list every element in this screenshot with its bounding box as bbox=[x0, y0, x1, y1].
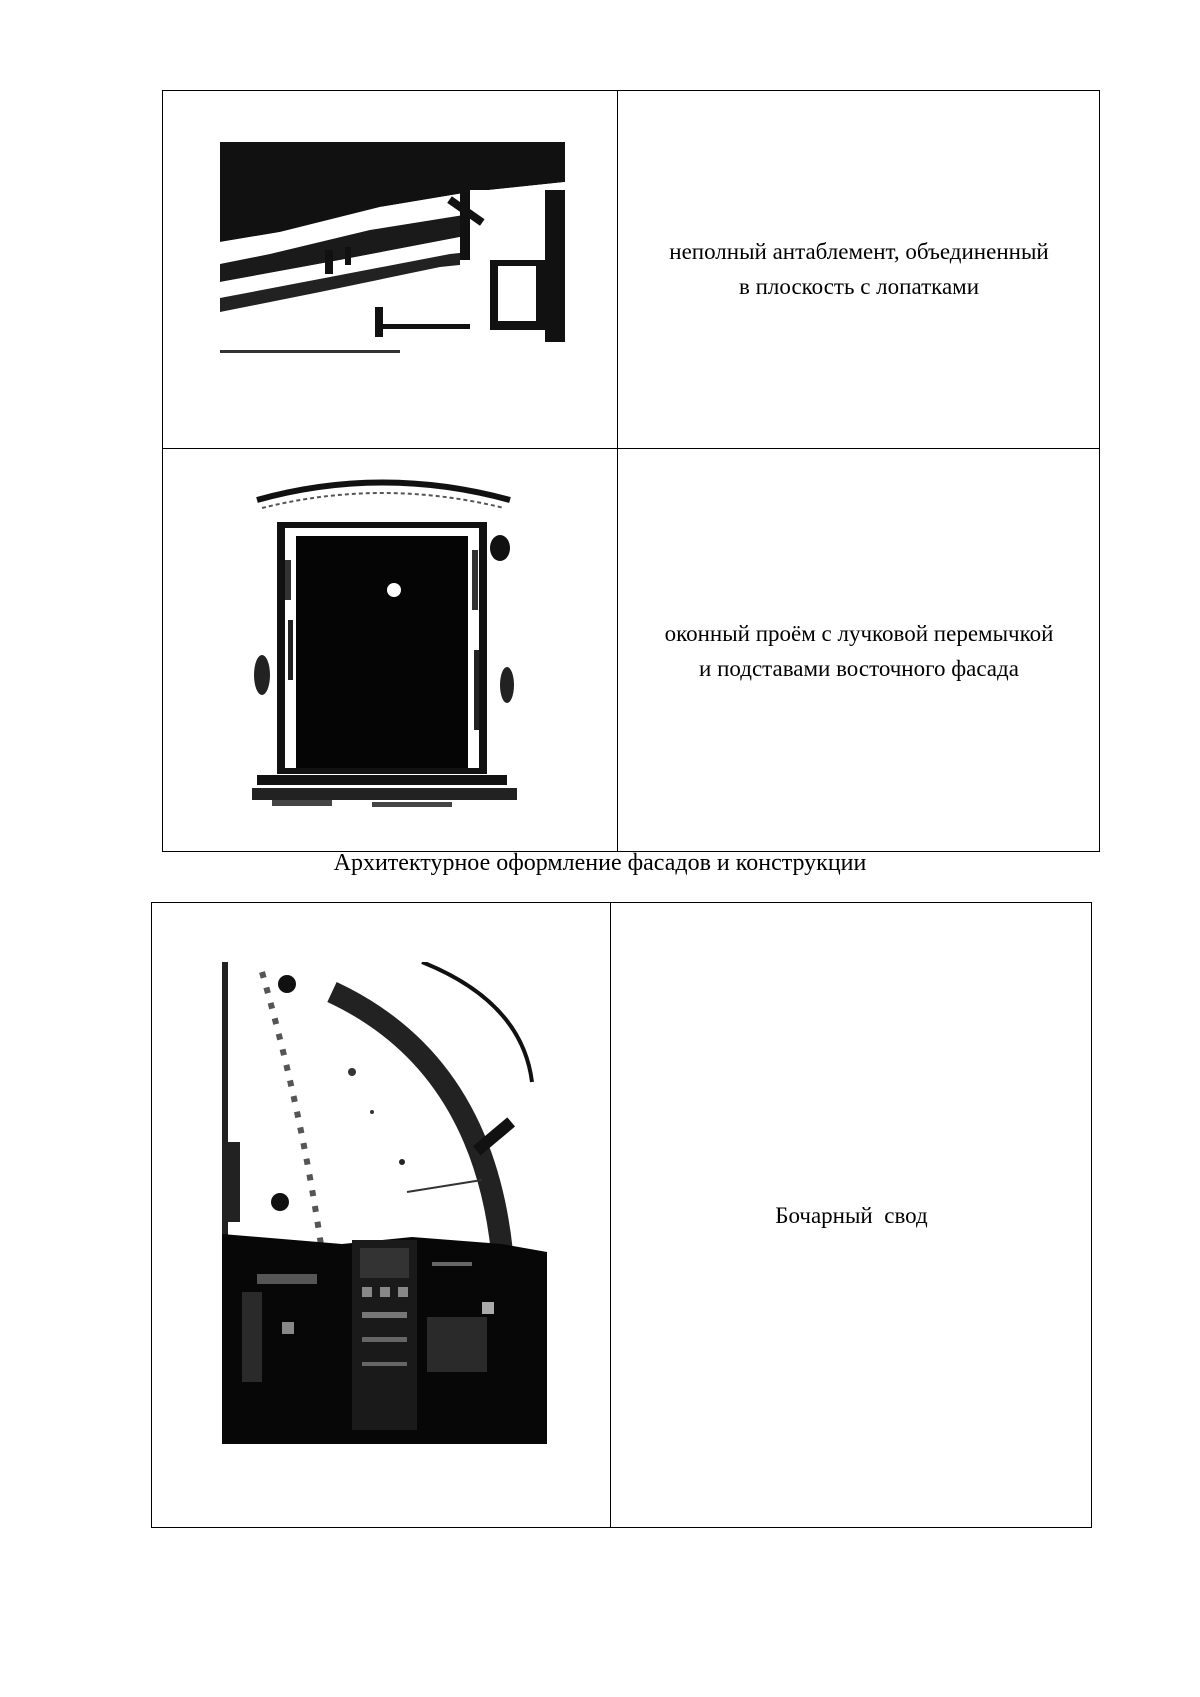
cornice-description-cell bbox=[618, 90, 1100, 448]
window-description-line-1: оконный проём с лучковой перемычкой bbox=[664, 620, 1054, 646]
barrel-vault-photo bbox=[222, 962, 547, 1444]
cornice-description-line-1: неполный антаблемент, объединенный bbox=[669, 239, 1049, 264]
cornice-entablature-photo bbox=[220, 142, 565, 364]
section-caption: Архитектурное оформление фасадов и конструкции bbox=[333, 850, 867, 876]
window-description-line-2: и подставами восточного фасада bbox=[699, 655, 1019, 681]
cornice-description-line-2: в плоскость с лопатками bbox=[738, 274, 980, 299]
window-description-cell bbox=[618, 449, 1100, 852]
cornice-description bbox=[618, 234, 1100, 304]
arched-window-photo bbox=[252, 470, 517, 815]
vault-description-cell bbox=[611, 902, 1092, 1528]
window-description bbox=[618, 616, 1100, 686]
vault-description-line-1: Бочарный свод bbox=[775, 1202, 928, 1228]
vault-description bbox=[611, 1198, 1092, 1233]
